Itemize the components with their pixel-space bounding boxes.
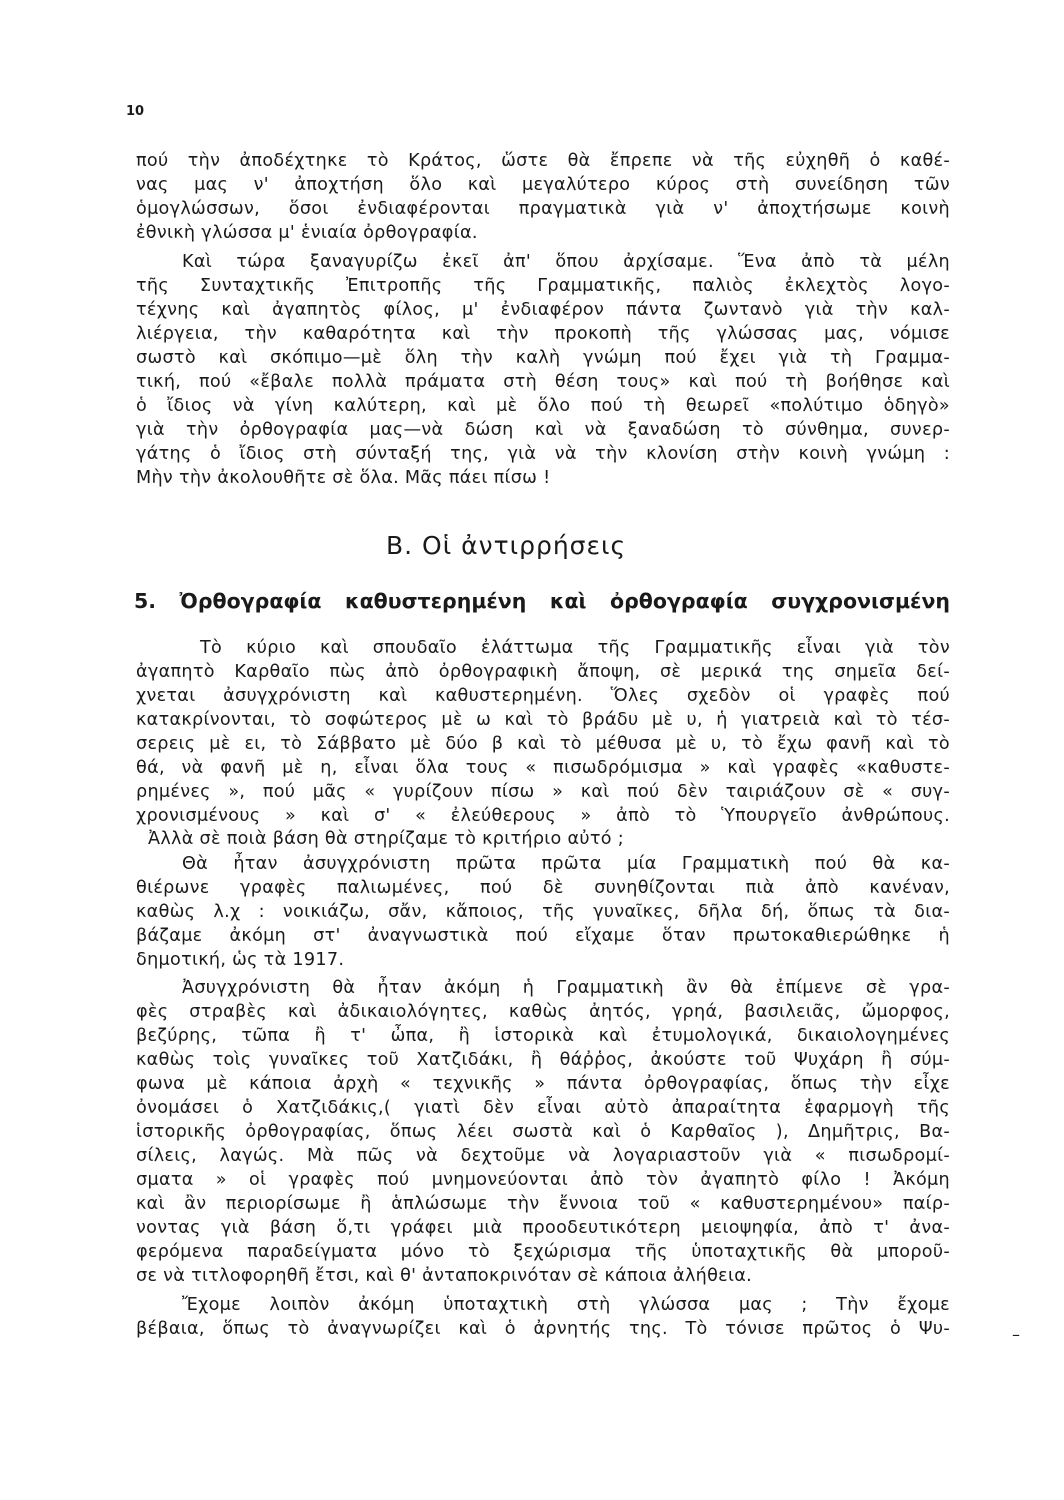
paragraph-3-line: ἀγαπητὸ Καρθαῖο πὼς ἀπὸ ὀρθογραφικὴ ἄποψη, σὲ μερικά της σημεῖα δεί- [136,662,950,682]
paragraph-5-line: δημοτική, ὡς τὰ 1917. [136,950,345,970]
paragraph-6-line: Ἀσυγχρόνιστη θὰ ἦταν ἀκόμη ἡ Γραμματικὴ ἂν θὰ ἐπίμενε σὲ γρα- [182,978,950,998]
paragraph-2-line: Καὶ τώρα ξαναγυρίζω ἐκεῖ ἀπ' ὅπου ἀρχίσαμε. Ἕνα ἀπὸ τὰ μέλη [182,252,950,272]
margin-mark: – [1012,1325,1020,1344]
paragraph-2-line: τέχνης καὶ ἀγαπητὸς φίλος, μ' ἐνδιαφέρον πάντα ζωντανὸ γιὰ τὴν καλ- [136,300,950,320]
paragraph-3-line: χνεται ἀσυγχρόνιστη καὶ καθυστερημένη. Ὅλες σχεδὸν οἱ γραφὲς πού [136,686,950,706]
paragraph-7-line: βέβαια, ὅπως τὸ ἀναγνωρίζει καὶ ὁ ἀρνητής της. Τὸ τόνισε πρῶτος ὁ Ψυ- [136,1319,950,1339]
paragraph-6-line: ὀνομάσει ὁ Χατζιδάκις,( γιατὶ δὲν εἶναι αὐτὸ ἀπαραίτητα ἐφαρμογὴ τῆς [136,1098,950,1118]
paragraph-4-line: Ἀλλὰ σὲ ποιὰ βάση θὰ στηρίζαμε τὸ κριτήριο αὐτό ; [148,829,624,849]
paragraph-2-line: ὁ ἴδιος νὰ γίνη καλύτερη, καὶ μὲ ὅλο πού τὴ θεωρεῖ «πολύτιμο ὁδηγὸ» [136,396,950,416]
paragraph-2-line: σωστὸ καὶ σκόπιμο—μὲ ὅλη τὴν καλὴ γνώμη πού ἔχει γιὰ τὴ Γραμμα- [136,348,950,368]
paragraph-3-line: ρημένες », πού μᾶς « γυρίζουν πίσω » καὶ πού δὲν ταιριάζουν σὲ « συγ- [136,782,950,802]
paragraph-6-line: φὲς στραβὲς καὶ ἀδικαιολόγητες, καθὼς ἀητός, γρηά, βασιλειᾶς, ὤμορφος, [136,1002,950,1022]
paragraph-3-line: σερεις μὲ ει, τὸ Σάββατο μὲ δύο β καὶ τὸ μέθυσα μὲ υ, τὸ ἔχω φανῆ καὶ τὸ [136,734,950,754]
paragraph-6-line: σίλεις, λαγώς. Μὰ πῶς νὰ δεχτοῦμε νὰ λογαριαστοῦν γιὰ « πισωδρομί- [136,1146,950,1166]
page-number: 10 [126,104,145,119]
paragraph-2-line: λιέργεια, τὴν καθαρότητα καὶ τὴν προκοπὴ τῆς γλώσσας μας, νόμισε [136,324,950,344]
paragraph-6-line: νοντας γιὰ βάση ὅ,τι γράφει μιὰ προοδευτικότερη μειοψηφία, ἀπὸ τ' ἀνα- [136,1218,950,1238]
paragraph-2-line: γιὰ τὴν ὀρθογραφία μας—νὰ δώση καὶ νὰ ξαναδώση τὸ σύνθημα, συνερ- [136,420,950,440]
section-heading: Β. Οἱ ἀντιρρήσεις [386,531,627,560]
paragraph-3-line: χρονισμένους » καὶ σ' « ἐλεύθερους » ἀπὸ τὸ Ὑπουργεῖο ἀνθρώπους. [136,806,950,826]
paragraph-6-line: βεζύρης, τῶπα ἢ τ' ὦπα, ἢ ἱστορικὰ καὶ ἐτυμολογικά, δικαιολογημένες [136,1026,950,1046]
paragraph-2-line: τική, πού «ἔβαλε πολλὰ πράματα στὴ θέση τους» καὶ πού τὴ βοήθησε καὶ [136,372,950,392]
paragraph-1-line: πού τὴν ἀποδέχτηκε τὸ Κράτος, ὥστε θὰ ἔπρεπε νὰ τῆς εὐχηθῆ ὁ καθέ- [136,151,950,171]
paragraph-6-line: καθὼς τοὶς γυναῖκες τοῦ Χατζιδάκι, ἢ θάῤῥος, ἀκούστε τοῦ Ψυχάρη ἢ σύμ- [136,1050,950,1070]
paragraph-6-line: ἱστορικῆς ὀρθογραφίας, ὅπως λέει σωστὰ καὶ ὁ Καρθαῖος ), Δημῆτρις, Βα- [136,1122,950,1142]
paragraph-2-line: γάτης ὁ ἴδιος στὴ σύνταξή της, γιὰ νὰ τὴν κλονίση στὴν κοινὴ γνώμη : [136,444,950,464]
paragraph-2-line: Μὴν τὴν ἀκολουθῆτε σὲ ὅλα. Μᾶς πάει πίσω ! [136,468,551,488]
paragraph-5-line: καθὼς λ.χ : νοικιάζω, σἄν, κἄποιος, τῆς γυναῖκες, δῆλα δή, ὅπως τὰ δια- [136,902,950,922]
paragraph-3-line: κατακρίνονται, τὸ σοφώτερος μὲ ω καὶ τὸ βράδυ μὲ υ, ἡ γιατρειὰ καὶ τὸ τέσ- [136,710,950,730]
paragraph-7-line: Ἔχομε λοιπὸν ἀκόμη ὑποταχτικὴ στὴ γλώσσα μας ; Τὴν ἔχομε [182,1295,950,1315]
paragraph-5-line: Θὰ ἦταν ἀσυγχρόνιστη πρῶτα πρῶτα μία Γραμματικὴ πού θὰ κα- [182,854,950,874]
paragraph-1-line: ὁμογλώσσων, ὅσοι ἐνδιαφέρονται πραγματικὰ γιὰ ν' ἀποχτήσωμε κοινὴ [136,199,950,219]
paragraph-6-line: φερόμενα παραδείγματα μόνο τὸ ξεχώρισμα τῆς ὑποταχτικῆς θὰ μποροῦ- [136,1242,950,1262]
paragraph-1-line: ἐθνικὴ γλώσσα μ' ἑνιαία ὀρθογραφία. [136,223,478,243]
paragraph-3-line: θά, νὰ φανῆ μὲ η, εἶναι ὅλα τους « πισωδρόμισμα » καὶ γραφὲς «καθυστε- [136,758,950,778]
paragraph-6-line: σματα » οἱ γραφὲς πού μνημονεύονται ἀπὸ τὸν ἀγαπητὸ φίλο ! Ἀκόμη [136,1170,950,1190]
paragraph-3-line: Τὸ κύριο καὶ σπουδαῖο ἐλάττωμα τῆς Γραμματικῆς εἶναι γιὰ τὸν [200,638,950,658]
paragraph-1-line: νας μας ν' ἀποχτήση ὅλο καὶ μεγαλύτερο κύρος στὴ συνείδηση τῶν [136,175,950,195]
paragraph-5-line: βάζαμε ἀκόμη στ' ἀναγνωστικὰ πού εἴχαμε ὅταν πρωτοκαθιερώθηκε ἡ [136,926,950,946]
paragraph-5-line: θιέρωνε γραφὲς παλιωμένες, πού δὲ συνηθίζονται πιὰ ἀπὸ κανέναν, [136,878,950,898]
paragraph-6-line: σε νὰ τιτλοφορηθῆ ἔτσι, καὶ θ' ἀνταποκρινόταν σὲ κάποια ἀλήθεια. [136,1266,753,1286]
paragraph-6-line: καὶ ἂν περιορίσωμε ἢ ἁπλώσωμε τὴν ἔννοια τοῦ « καθυστερημένου» παίρ- [136,1194,950,1214]
subsection-heading: 5. Ὀρθογραφία καθυστερημένη καὶ ὀρθογραφία συγχρονισμένη [134,589,950,613]
paragraph-6-line: φωνα μὲ κάποια ἀρχὴ « τεχνικῆς » πάντα ὀρθογραφίας, ὅπως τὴν εἶχε [136,1074,950,1094]
paragraph-2-line: τῆς Συνταχτικῆς Ἐπιτροπῆς τῆς Γραμματικῆς, παλιὸς ἐκλεχτὸς λογο- [136,276,950,296]
